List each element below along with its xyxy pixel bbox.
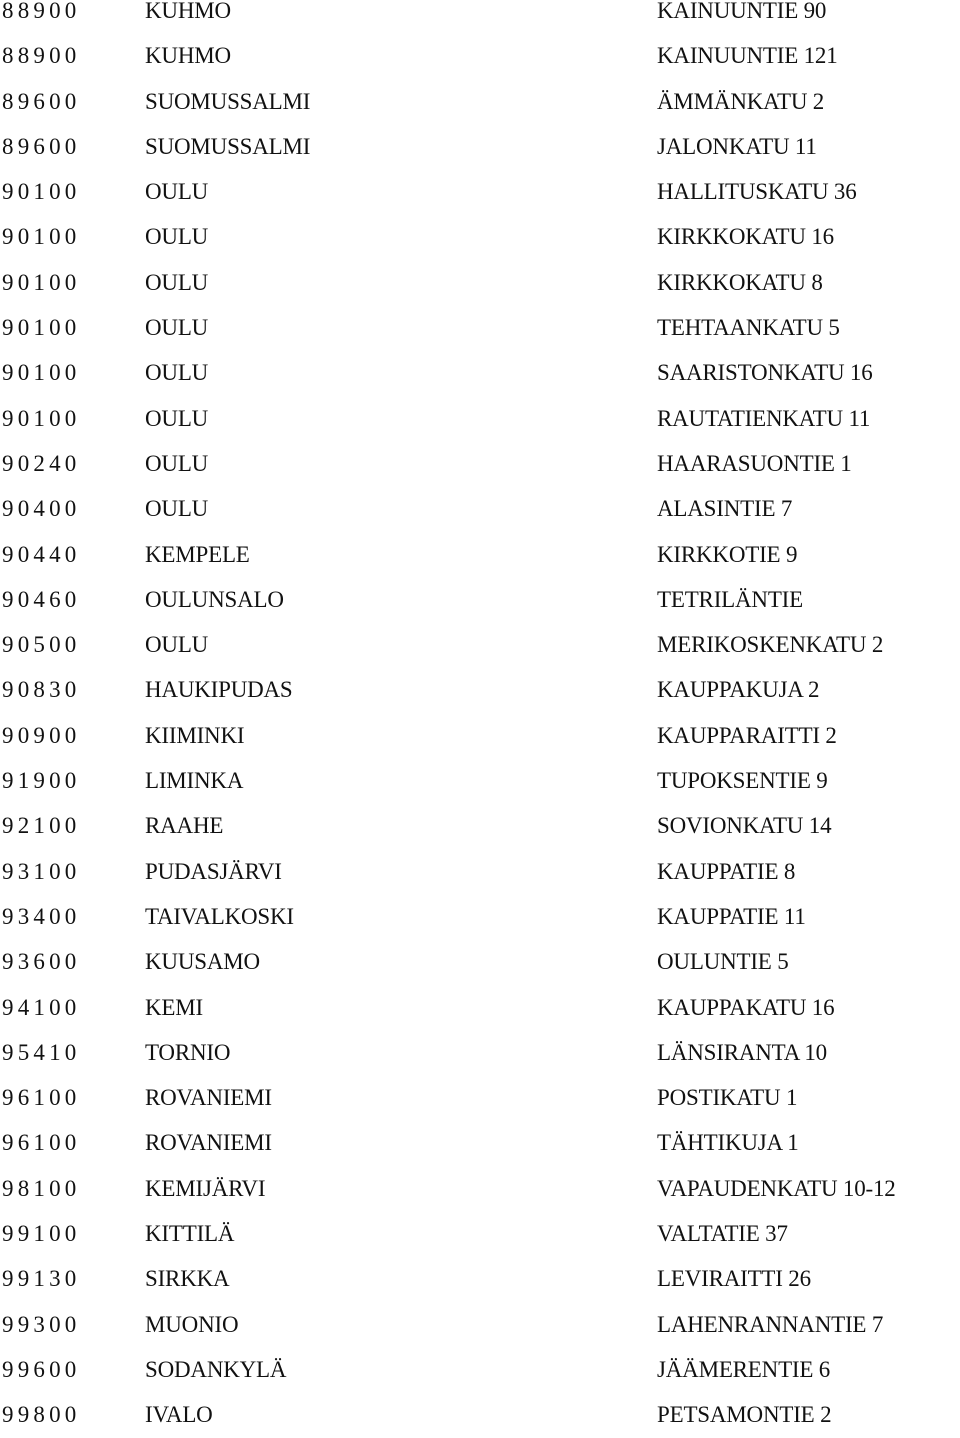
city-name: OULUNSALO	[145, 586, 284, 612]
postal-code: 90100	[2, 360, 81, 386]
postal-code: 99600	[2, 1356, 81, 1382]
table-row	[0, 396, 960, 441]
city-name: KEMI	[145, 994, 203, 1020]
city-name: KUHMO	[145, 43, 231, 69]
city-name: OULU	[145, 405, 209, 431]
table-row	[0, 1030, 960, 1075]
postal-code: 99800	[2, 1402, 81, 1428]
table-row	[0, 577, 960, 622]
city-name: RAAHE	[145, 813, 224, 839]
table-row	[0, 79, 960, 124]
street-address: KAINUUNTIE 90	[657, 0, 827, 23]
city-name: HAUKIPUDAS	[145, 677, 293, 703]
postal-code: 91900	[2, 768, 81, 794]
street-address: OULUNTIE 5	[657, 949, 789, 975]
street-address: ALASINTIE 7	[657, 496, 793, 522]
table-row	[0, 939, 960, 984]
table-row	[0, 214, 960, 259]
city-name: KIIMINKI	[145, 722, 245, 748]
table-row	[0, 894, 960, 939]
street-address: KAUPPAKUJA 2	[657, 677, 820, 703]
postal-code: 90440	[2, 541, 81, 567]
city-name: OULU	[145, 179, 209, 205]
street-address: TETRILÄNTIE	[657, 586, 803, 612]
table-row	[0, 667, 960, 712]
postal-code: 90100	[2, 269, 81, 295]
postal-code: 89600	[2, 88, 81, 114]
street-address: LEVIRAITTI 26	[657, 1266, 811, 1292]
postal-code: 98100	[2, 1175, 81, 1201]
city-name: PUDASJÄRVI	[145, 858, 282, 884]
postal-code: 90100	[2, 315, 81, 341]
table-row	[0, 1347, 960, 1392]
street-address: KIRKKOKATU 16	[657, 224, 834, 250]
postal-code: 92100	[2, 813, 81, 839]
table-row	[0, 33, 960, 78]
city-name: OULU	[145, 360, 209, 386]
city-name: OULU	[145, 632, 209, 658]
postal-code: 93600	[2, 949, 81, 975]
street-address: TUPOKSENTIE 9	[657, 768, 828, 794]
street-address: LAHENRANNANTIE 7	[657, 1311, 884, 1337]
city-name: SIRKKA	[145, 1266, 230, 1292]
postal-code: 88900	[2, 0, 81, 23]
table-row	[0, 713, 960, 758]
postal-code: 88900	[2, 43, 81, 69]
street-address: RAUTATIENKATU 11	[657, 405, 871, 431]
postal-code: 90830	[2, 677, 81, 703]
postal-code: 90500	[2, 632, 81, 658]
city-name: OULU	[145, 450, 209, 476]
street-address: SOVIONKATU 14	[657, 813, 832, 839]
street-address: HAARASUONTIE 1	[657, 450, 852, 476]
table-row	[0, 532, 960, 577]
postal-code: 96100	[2, 1130, 81, 1156]
city-name: SUOMUSSALMI	[145, 88, 311, 114]
street-address: PETSAMONTIE 2	[657, 1402, 832, 1428]
postal-code: 90900	[2, 722, 81, 748]
table-row	[0, 305, 960, 350]
city-name: KITTILÄ	[145, 1221, 235, 1247]
table-row	[0, 1302, 960, 1347]
table-row	[0, 1392, 960, 1437]
city-name: OULU	[145, 315, 209, 341]
postal-code: 95410	[2, 1039, 81, 1065]
city-name: KEMIJÄRVI	[145, 1175, 266, 1201]
city-name: KEMPELE	[145, 541, 250, 567]
postal-code: 99300	[2, 1311, 81, 1337]
city-name: OULU	[145, 269, 209, 295]
table-row	[0, 1256, 960, 1301]
postal-code: 89600	[2, 133, 81, 159]
street-address: KIRKKOKATU 8	[657, 269, 823, 295]
city-name: TAIVALKOSKI	[145, 903, 294, 929]
city-name: ROVANIEMI	[145, 1130, 272, 1156]
street-address: JÄÄMERENTIE 6	[657, 1356, 831, 1382]
table-row	[0, 849, 960, 894]
street-address: KAUPPATIE 11	[657, 903, 806, 929]
postal-code: 93400	[2, 903, 81, 929]
street-address: JALONKATU 11	[657, 133, 817, 159]
city-name: KUUSAMO	[145, 949, 260, 975]
street-address: KAUPPATIE 8	[657, 858, 796, 884]
postal-code: 99130	[2, 1266, 81, 1292]
table-row	[0, 758, 960, 803]
table-row	[0, 441, 960, 486]
street-address: TÄHTIKUJA 1	[657, 1130, 799, 1156]
table-row	[0, 803, 960, 848]
street-address: TEHTAANKATU 5	[657, 315, 840, 341]
street-address: KAUPPARAITTI 2	[657, 722, 837, 748]
city-name: SUOMUSSALMI	[145, 133, 311, 159]
postal-code: 96100	[2, 1085, 81, 1111]
postal-code: 93100	[2, 858, 81, 884]
postal-code: 90240	[2, 450, 81, 476]
table-row	[0, 486, 960, 531]
city-name: ROVANIEMI	[145, 1085, 272, 1111]
city-name: OULU	[145, 224, 209, 250]
street-address: POSTIKATU 1	[657, 1085, 798, 1111]
table-row	[0, 1166, 960, 1211]
street-address: HALLITUSKATU 36	[657, 179, 857, 205]
city-name: KUHMO	[145, 0, 231, 23]
table-row	[0, 1211, 960, 1256]
table-row	[0, 622, 960, 667]
street-address: VAPAUDENKATU 10-12	[657, 1175, 896, 1201]
table-row	[0, 169, 960, 214]
table-row	[0, 260, 960, 305]
street-address: KAUPPAKATU 16	[657, 994, 835, 1020]
postal-code: 94100	[2, 994, 81, 1020]
city-name: TORNIO	[145, 1039, 231, 1065]
postal-code: 90400	[2, 496, 81, 522]
table-row	[0, 124, 960, 169]
postal-code: 90100	[2, 179, 81, 205]
city-name: IVALO	[145, 1402, 213, 1428]
city-name: SODANKYLÄ	[145, 1356, 287, 1382]
street-address: MERIKOSKENKATU 2	[657, 632, 884, 658]
postal-code: 90100	[2, 224, 81, 250]
table-row	[0, 1075, 960, 1120]
postal-code: 90460	[2, 586, 81, 612]
city-name: LIMINKA	[145, 768, 244, 794]
postal-code: 90100	[2, 405, 81, 431]
street-address: KIRKKOTIE 9	[657, 541, 798, 567]
postal-code: 99100	[2, 1221, 81, 1247]
city-name: MUONIO	[145, 1311, 239, 1337]
city-name: OULU	[145, 496, 209, 522]
street-address: VALTATIE 37	[657, 1221, 788, 1247]
table-row	[0, 1120, 960, 1165]
street-address: LÄNSIRANTA 10	[657, 1039, 827, 1065]
table-row	[0, 985, 960, 1030]
street-address: KAINUUNTIE 121	[657, 43, 838, 69]
street-address: SAARISTONKATU 16	[657, 360, 873, 386]
street-address: ÄMMÄNKATU 2	[657, 88, 825, 114]
table-row	[0, 350, 960, 395]
table-row	[0, 0, 960, 33]
